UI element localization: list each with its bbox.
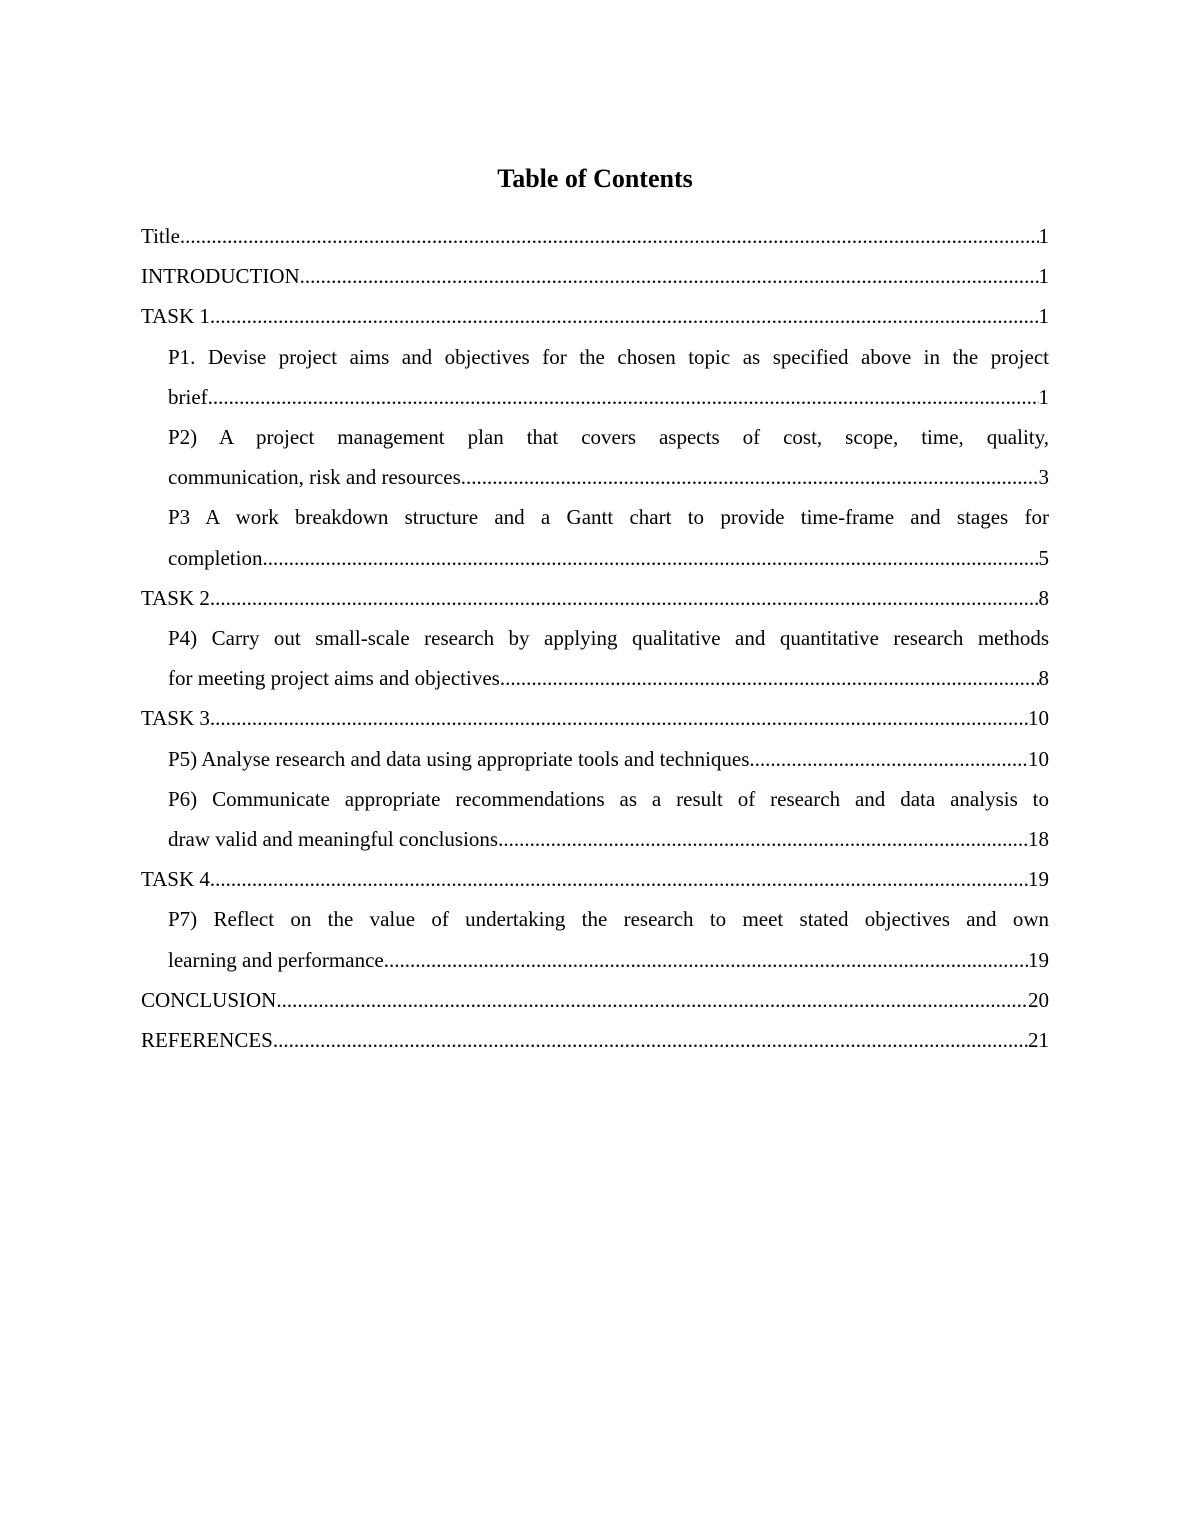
toc-entry-page-number: 21 (1028, 1027, 1049, 1052)
toc-entry[interactable] (141, 296, 1049, 336)
toc-entry-page-number: 19 (1028, 867, 1049, 892)
toc-entry-title-line: P1. Devise project aims and objectives for the chosen topic as specified above in the project (168, 344, 1049, 369)
toc-entry-page-number: 1 (1038, 384, 1049, 409)
dot-leader (384, 940, 1028, 980)
toc-entry-leader-line (141, 296, 1049, 336)
dot-leader (180, 216, 1039, 256)
dot-leader (500, 658, 1039, 698)
toc-entry[interactable] (141, 980, 1049, 1020)
toc-entry[interactable] (141, 899, 1049, 979)
toc-entry-label: completion (168, 545, 263, 570)
dot-leader (262, 538, 1038, 578)
toc-entry-title-line: P4) Carry out small-scale research by applying qualitative and quantitative research methods (168, 625, 1049, 650)
toc-entry-page-number: 1 (1038, 224, 1049, 248)
toc-entry[interactable] (141, 698, 1049, 738)
toc-entry-page-number: 1 (1038, 304, 1049, 329)
toc-entry-leader-line (141, 1020, 1049, 1060)
toc-entry[interactable] (141, 337, 1049, 417)
page-title: Table of Contents (497, 164, 693, 193)
dot-leader (210, 578, 1039, 618)
toc-entry-label: TASK 3 (141, 706, 210, 731)
toc-entry-label: draw valid and meaningful conclusions (168, 826, 499, 851)
toc-entry[interactable] (141, 859, 1049, 899)
toc-entry-page-number: 5 (1038, 545, 1049, 570)
toc-entry[interactable] (141, 256, 1049, 296)
toc-entry-page-number: 1 (1038, 264, 1049, 289)
toc-entry-label: REFERENCES (141, 1027, 273, 1052)
toc-entry-leader-line (141, 578, 1049, 618)
toc-entry-label: TASK 1 (141, 304, 210, 329)
toc-entry-page-number: 3 (1038, 465, 1049, 490)
toc-entry[interactable] (141, 779, 1049, 859)
toc-entry-label: TASK 2 (141, 585, 210, 610)
toc-entry-label: for meeting project aims and objectives (168, 666, 500, 691)
dot-leader (300, 256, 1039, 296)
toc-entry-leader-line (141, 216, 1049, 256)
toc-entry-title-line: P2) A project management plan that covers aspects of cost, scope, time, quality, (168, 425, 1049, 449)
toc-entry-leader-line (168, 538, 1049, 578)
toc-entry-label: P5) Analyse research and data using appropriate tools and techniques. (168, 746, 755, 771)
toc-entry-page-number: 10 (1028, 706, 1049, 731)
toc-entry-leader-line (168, 457, 1049, 497)
toc-entry-label: CONCLUSION (141, 987, 277, 1012)
dot-leader (276, 980, 1028, 1020)
toc-entry-title-line: P7) Reflect on the value of undertaking the research to meet stated objectives and own (168, 907, 1049, 932)
toc-entry-leader-line (168, 739, 1049, 779)
table-of-contents (141, 216, 1049, 1060)
toc-entry-label: INTRODUCTION (141, 264, 300, 289)
toc-entry-leader-line (141, 859, 1049, 899)
toc-entry-leader-line (141, 256, 1049, 296)
dot-leader (208, 377, 1039, 417)
toc-entry-label: learning and performance (168, 947, 384, 972)
toc-entry-label: communication, risk and resources (168, 465, 461, 490)
toc-entry[interactable] (141, 497, 1049, 577)
toc-entry-leader-line (168, 658, 1049, 698)
toc-entry-page-number: 8 (1038, 666, 1049, 691)
toc-entry[interactable] (141, 216, 1049, 256)
toc-entry-title-line: P6) Communicate appropriate recommendations as a result of research and data analysis to (168, 786, 1049, 811)
toc-entry-page-number: 8 (1038, 585, 1049, 610)
toc-entry-page-number: 19 (1028, 947, 1049, 972)
toc-entry-label: TASK 4 (141, 867, 210, 892)
toc-entry-label: brief (168, 384, 208, 409)
toc-entry-leader-line (168, 819, 1049, 859)
toc-entry[interactable] (141, 739, 1049, 779)
toc-entry[interactable] (141, 1020, 1049, 1060)
toc-entry[interactable] (141, 618, 1049, 698)
toc-entry-leader-line (168, 940, 1049, 980)
dot-leader (461, 457, 1039, 497)
toc-entry-leader-line (141, 980, 1049, 1020)
toc-entry-title-line: P3 A work breakdown structure and a Gantt chart to provide time-frame and stages for (168, 505, 1049, 530)
toc-entry-page-number: 10 (1028, 746, 1049, 771)
toc-entry[interactable] (141, 417, 1049, 497)
toc-entry-label: Title (141, 224, 180, 248)
dot-leader (498, 819, 1028, 859)
dot-leader (210, 859, 1028, 899)
toc-entry-page-number: 18 (1028, 826, 1049, 851)
toc-entry-leader-line (168, 377, 1049, 417)
toc-entry-page-number: 20 (1028, 987, 1049, 1012)
toc-entry[interactable] (141, 578, 1049, 618)
dot-leader (755, 739, 1028, 779)
dot-leader (273, 1020, 1028, 1060)
dot-leader (210, 296, 1039, 336)
dot-leader (210, 698, 1028, 738)
toc-entry-leader-line (141, 698, 1049, 738)
